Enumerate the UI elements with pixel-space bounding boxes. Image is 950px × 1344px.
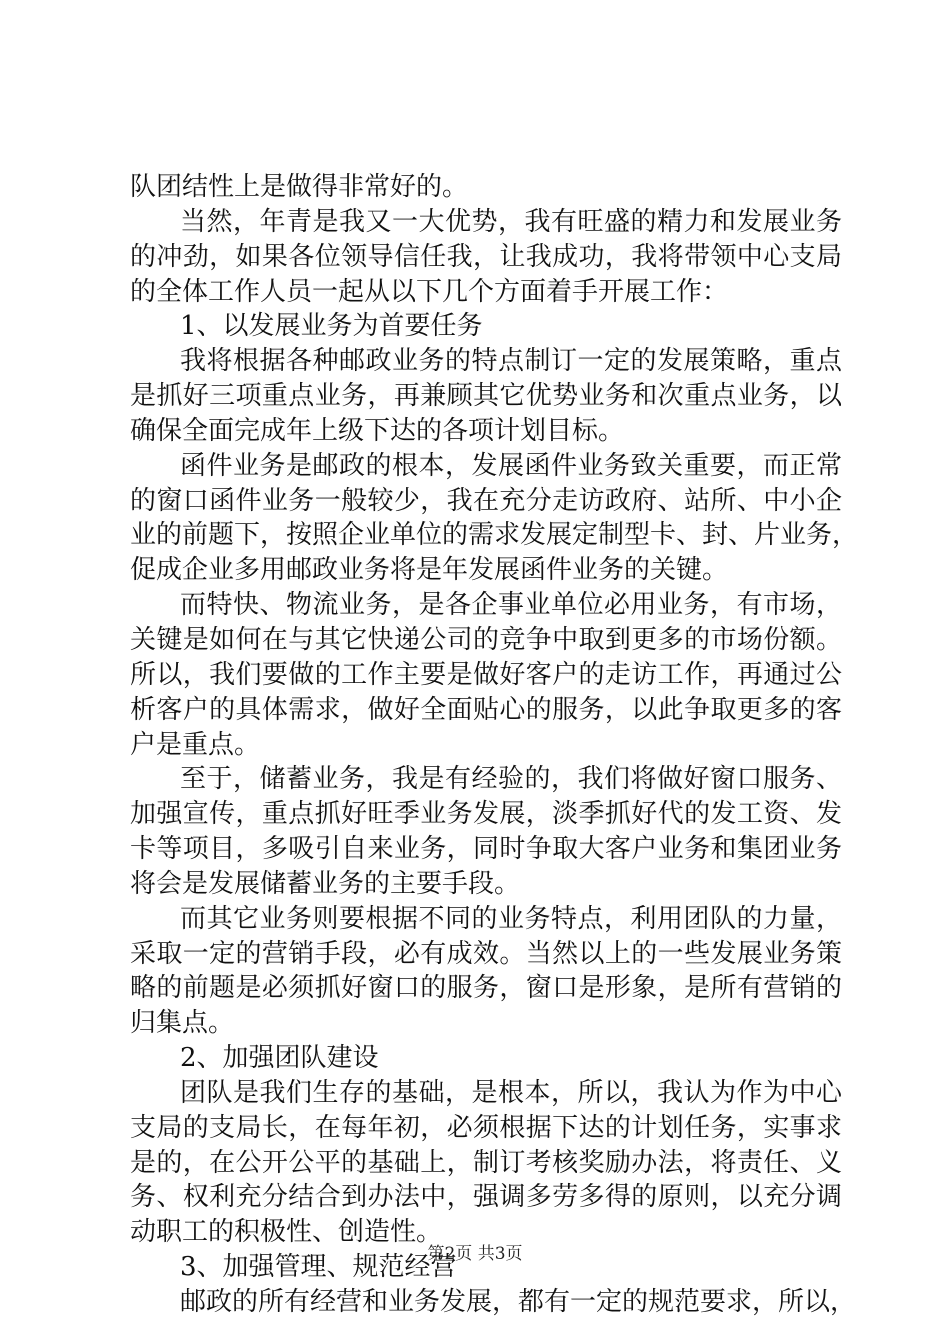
text-line: 加强宣传，重点抓好旺季业务发展，淡季抓好代的发工资、发 xyxy=(130,799,842,830)
document-body xyxy=(130,170,859,1320)
text-line: 略的前题是必须抓好窗口的服务，窗口是形象，是所有营销的 xyxy=(130,973,842,1004)
text-line: 的全体工作人员一起从以下几个方面着手开展工作： xyxy=(130,276,729,307)
text-line: 务、权利充分结合到办法中，强调多劳多得的原则，以充分调 xyxy=(130,1182,842,1213)
text-line: 而其它业务则要根据不同的业务特点，利用团队的力量， xyxy=(180,903,842,934)
text-line: 当然，年青是我又一大优势，我有旺盛的精力和发展业务 xyxy=(180,206,842,237)
text-line: 的窗口函件业务一般较少，我在充分走访政府、站所、中小企 xyxy=(130,485,842,516)
text-line: 邮政的所有经营和业务发展，都有一定的规范要求，所以， xyxy=(180,1287,857,1317)
text-line: 归集点。 xyxy=(130,1008,235,1039)
text-line: 将会是发展储蓄业务的主要手段。 xyxy=(130,868,521,899)
text-line: 户是重点。 xyxy=(130,729,261,760)
text-line: 是抓好三项重点业务，再兼顾其它优势业务和次重点业务，以 xyxy=(130,381,842,412)
text-line: 而特快、物流业务，是各企事业单位必用业务，有市场， xyxy=(180,590,842,621)
text-line: 2、加强团队建设 xyxy=(180,1043,379,1074)
text-line: 析客户的具体需求，做好全面贴心的服务，以此争取更多的客 xyxy=(130,694,842,725)
text-line: 是的，在公开公平的基础上，制订考核奖励办法，将责任、义 xyxy=(130,1147,842,1178)
text-line: 至于，储蓄业务，我是有经验的，我们将做好窗口服务、 xyxy=(180,764,842,795)
text-line: 1、以发展业务为首要任务 xyxy=(180,311,483,342)
page-footer: 第2页 共3页 xyxy=(427,1244,523,1264)
text-line: 团队是我们生存的基础，是根本，所以，我认为作为中心 xyxy=(180,1077,842,1108)
text-line: 确保全面完成年上级下达的各项计划目标。 xyxy=(130,415,625,446)
text-line: 业的前题下，按照企业单位的需求发展定制型卡、封、片业务， xyxy=(130,520,859,551)
text-line: 队团结性上是做得非常好的。 xyxy=(130,172,469,202)
text-line: 动职工的积极性、创造性。 xyxy=(130,1217,443,1248)
text-line: 卡等项目，多吸引自来业务，同时争取大客户业务和集团业务 xyxy=(130,834,842,865)
text-line: 支局的支局长，在每年初，必须根据下达的计划任务，实事求 xyxy=(130,1112,842,1143)
text-line: 函件业务是邮政的根本，发展函件业务致关重要，而正常 xyxy=(180,450,842,481)
text-line: 采取一定的营销手段，必有成效。当然以上的一些发展业务策 xyxy=(130,938,842,969)
text-line: 关键是如何在与其它快递公司的竞争中取到更多的市场份额。 xyxy=(130,624,842,655)
text-line: 3、加强管理、规范经营 xyxy=(180,1252,457,1283)
text-line: 的冲劲，如果各位领导信任我，让我成功，我将带领中心支局 xyxy=(130,241,842,272)
text-line: 我将根据各种邮政业务的特点制订一定的发展策略，重点 xyxy=(180,346,842,377)
text-line: 所以，我们要做的工作主要是做好客户的走访工作，再通过公 xyxy=(130,659,842,690)
text-line: 促成企业多用邮政业务将是年发展函件业务的关键。 xyxy=(130,555,729,586)
